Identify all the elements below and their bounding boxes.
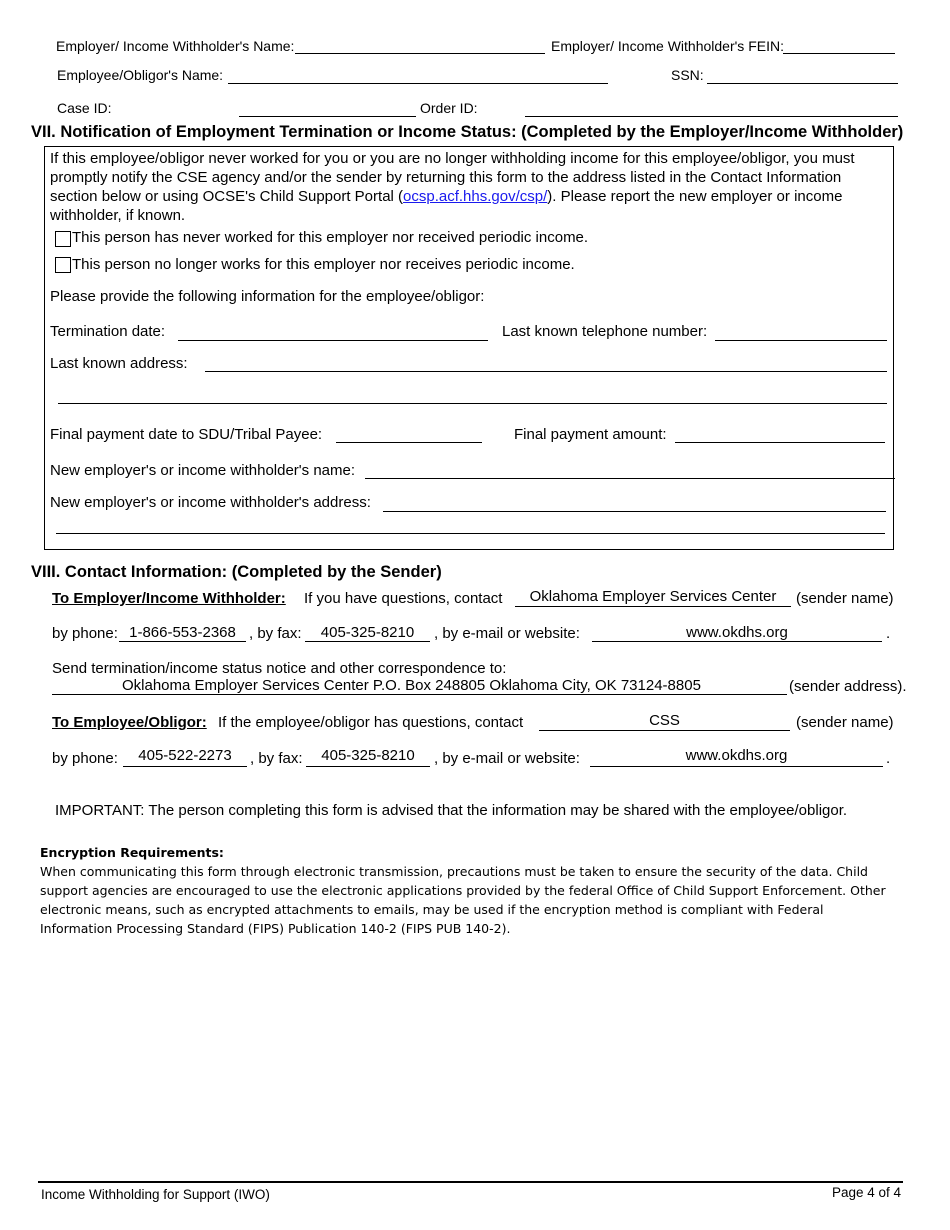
section-8-heading: VIII. Contact Information: (Completed by the Sender) (31, 563, 442, 581)
employer-phone-label: by phone: (52, 625, 118, 642)
new-employer-name-label: New employer's or income withholder's name: (50, 462, 356, 479)
footer-page-number: Page 4 of 4 (832, 1185, 902, 1200)
employee-fax-label: , by fax: (250, 750, 303, 767)
employer-website-underline (592, 641, 882, 642)
encryption-heading: Encryption Requirements: (40, 845, 224, 860)
employee-phone-label: by phone: (52, 750, 118, 767)
case-id-field[interactable] (239, 116, 416, 117)
employer-website-value[interactable]: www.okdhs.org (686, 624, 788, 641)
no-longer-works-checkbox[interactable] (55, 257, 71, 273)
ssn-label: SSN: (671, 67, 704, 83)
sender-address-suffix: (sender address). (789, 678, 907, 695)
encryption-line-2: support agencies are encouraged to use the electronic applications provided by the federal Office of Child Support Enforcement. Other (40, 883, 886, 898)
employer-email-label: , by e-mail or website: (434, 625, 580, 642)
provide-info-text: Please provide the following information for the employee/obligor: (50, 288, 485, 305)
final-payment-date-field[interactable] (336, 442, 482, 443)
order-id-field[interactable] (525, 116, 898, 117)
employee-website-underline (590, 766, 883, 767)
send-notice-text: Send termination/income status notice and other correspondence to: (52, 660, 507, 677)
employee-name-label: Employee/Obligor's Name: (57, 67, 224, 83)
last-address-field[interactable] (205, 371, 887, 372)
employer-contact-value[interactable]: Oklahoma Employer Services Center (529, 588, 777, 605)
employee-fax-underline (306, 766, 430, 767)
encryption-line-1: When communicating this form through electronic transmission, precautions must be taken to ensure the security of the data. Child (40, 864, 868, 879)
employer-fein-label: Employer/ Income Withholder's FEIN: (551, 38, 784, 54)
employee-contact-lead: To Employee/Obligor: (52, 714, 207, 731)
no-longer-works-label: This person no longer works for this employer nor receives periodic income. (72, 256, 575, 273)
employer-name-label: Employer/ Income Withholder's Name: (56, 38, 295, 54)
new-employer-address-label: New employer's or income withholder's address: (50, 494, 371, 511)
sender-address-value[interactable]: Oklahoma Employer Services Center P.O. Box 248805 Oklahoma City, OK 73124-8805 (122, 677, 701, 694)
last-address-label: Last known address: (50, 355, 188, 372)
employer-phone-underline (119, 641, 246, 642)
section-7-intro: If this employee/obligor never worked for you or you are no longer withholding income for this employee/obligor, you must promptly notify the CSE agency and/or the sender by returning this form to the address listed in the Contact Information section below or using OCSE's Child Support Portal (ocsp.acf.hhs.gov/csp/). Please report the new employer or income withholder, if known. (50, 150, 855, 224)
order-id-label: Order ID: (420, 100, 478, 116)
never-worked-checkbox[interactable] (55, 231, 71, 247)
final-payment-amount-field[interactable] (675, 442, 885, 443)
never-worked-label: This person has never worked for this employer nor received periodic income. (72, 229, 589, 246)
employer-fax-value[interactable]: 405-325-8210 (320, 624, 415, 641)
employer-contact-text: If you have questions, contact (304, 590, 503, 607)
new-employer-name-field[interactable] (365, 478, 895, 479)
employer-name-field[interactable] (295, 53, 545, 54)
last-phone-label: Last known telephone number: (502, 323, 708, 340)
footer-rule (38, 1181, 903, 1183)
employee-name-field[interactable] (228, 83, 608, 84)
employee-contact-text: If the employee/obligor has questions, contact (218, 714, 524, 731)
last-address-field-line-2[interactable] (58, 403, 887, 404)
section-7-heading: VII. Notification of Employment Termination or Income Status: (Completed by the Employer/Income Withholder) (31, 123, 904, 141)
employee-contact-value[interactable]: CSS (649, 712, 680, 729)
last-phone-field[interactable] (715, 340, 887, 341)
employee-sender-name-suffix: (sender name) (796, 714, 894, 731)
child-support-portal-link[interactable]: ocsp.acf.hhs.gov/csp/ (403, 188, 548, 205)
employee-contact-underline (539, 730, 790, 731)
employee-phone-underline (123, 766, 247, 767)
important-notice: IMPORTANT: The person completing this form is advised that the information may be shared with the employee/obligor. (55, 802, 848, 819)
final-payment-date-label: Final payment date to SDU/Tribal Payee: (50, 426, 323, 443)
termination-date-field[interactable] (178, 340, 488, 341)
case-id-label: Case ID: (57, 100, 112, 116)
employee-period: . (886, 750, 891, 767)
new-employer-address-field-line-2[interactable] (56, 533, 885, 534)
employer-contact-underline (515, 606, 791, 607)
employee-website-value[interactable]: www.okdhs.org (685, 747, 788, 764)
new-employer-address-field[interactable] (383, 511, 886, 512)
employer-period: . (886, 625, 891, 642)
employer-fein-field[interactable] (783, 53, 895, 54)
employer-fax-underline (305, 641, 430, 642)
employee-phone-value[interactable]: 405-522-2273 (138, 747, 232, 764)
employer-fax-label: , by fax: (249, 625, 302, 642)
encryption-line-3: electronic means, such as encrypted attachments to emails, may be used if the encryption method is compliant with Federal (40, 902, 824, 917)
ssn-field[interactable] (707, 83, 898, 84)
employee-fax-value[interactable]: 405-325-8210 (321, 747, 415, 764)
employee-email-label: , by e-mail or website: (434, 750, 580, 767)
footer-form-title: Income Withholding for Support (IWO) (41, 1187, 270, 1202)
encryption-line-4: Information Processing Standard (FIPS) Publication 140-2 (FIPS PUB 140-2). (40, 921, 511, 936)
final-payment-amount-label: Final payment amount: (514, 426, 667, 443)
termination-date-label: Termination date: (50, 323, 166, 340)
employer-sender-name-suffix: (sender name) (796, 590, 894, 607)
employer-contact-lead: To Employer/Income Withholder: (52, 590, 286, 607)
employer-phone-value[interactable]: 1-866-553-2368 (129, 624, 236, 641)
sender-address-underline (52, 694, 787, 695)
